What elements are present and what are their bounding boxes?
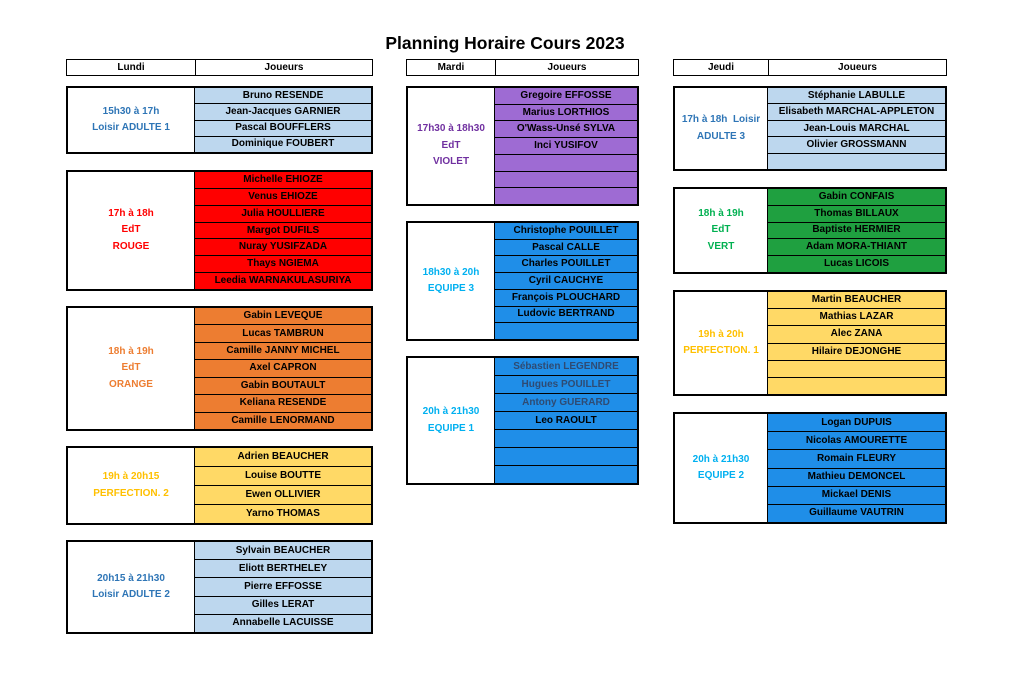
player-row: Sébastien LEGENDRE — [495, 358, 637, 376]
players-header: Joueurs — [264, 62, 304, 73]
mardi-group-equipe-3 — [406, 221, 639, 341]
empty-player-row — [495, 155, 637, 172]
player-row: Ludovic BERTRAND — [495, 307, 637, 324]
player-row: Louise BOUTTE — [195, 467, 371, 486]
player-row: Nuray YUSIFZADA — [195, 239, 371, 256]
time-slot-label: 20h15 à 21h30 — [97, 572, 165, 584]
player-row: Ewen OLLIVIER — [195, 486, 371, 505]
group-name-label: EQUIPE 2 — [697, 470, 745, 481]
time-slot-cell — [68, 308, 195, 429]
time-slot-label: 18h30 à 20h — [422, 266, 480, 278]
group-name-label: VIOLET — [432, 156, 470, 168]
player-row: Leo RAOULT — [495, 412, 637, 430]
lundi-header — [66, 59, 373, 76]
players-list — [195, 88, 371, 152]
players-list — [195, 172, 371, 289]
player-row: Pierre EFFOSSE — [195, 578, 371, 596]
day-header: Jeudi — [674, 60, 769, 75]
lundi-group-perfection-2 — [66, 446, 373, 525]
player-row: Axel CAPRON — [195, 360, 371, 377]
player-row: Marius LORTHIOS — [495, 105, 637, 122]
empty-player-row — [768, 378, 945, 394]
page-title: Planning Horaire Cours 2023 — [385, 33, 625, 53]
empty-player-row — [768, 154, 945, 169]
empty-player-row — [495, 430, 637, 448]
time-slot-cell — [675, 88, 768, 169]
lundi-group-rouge — [66, 170, 373, 291]
player-row: Elisabeth MARCHAL-APPLETON — [768, 104, 945, 120]
day-header: Lundi — [67, 60, 196, 75]
player-row: Antony GUERARD — [495, 394, 637, 412]
jeudi-group-perfection-1 — [673, 290, 947, 396]
group-type-label: EdT — [121, 362, 141, 374]
group-name-label: ORANGE — [109, 378, 153, 390]
time-slot-label: 17h à 18h — [108, 207, 154, 219]
lundi-group-loisir-adulte-2 — [66, 540, 373, 634]
player-row: Pascal BOUFFLERS — [195, 121, 371, 137]
jeudi-group-equipe-2 — [673, 412, 947, 524]
time-slot-label: 20h à 21h30 — [422, 406, 480, 417]
time-slot-label: 19h à 20h — [698, 328, 744, 340]
time-slot-label: 18h à 19h — [698, 207, 744, 219]
time-slot-label: 19h à 20h15 — [102, 471, 160, 482]
group-name-label: VERT — [707, 240, 735, 252]
player-row: Nicolas AMOURETTE — [768, 432, 945, 450]
group-name-label: ADULTE 3 — [696, 130, 746, 142]
time-slot-cell — [675, 414, 768, 522]
players-list — [195, 308, 371, 429]
time-slot-label: 17h à 18h Loisir — [681, 114, 761, 125]
group-name-label: PERFECTION. 2 — [93, 487, 169, 499]
empty-player-row — [495, 323, 637, 339]
player-row: Lucas TAMBRUN — [195, 325, 371, 342]
player-row: Julia HOULLIERE — [195, 206, 371, 223]
player-row: Guillaume VAUTRIN — [809, 507, 904, 519]
player-row: O'Wass-Unsé SYLVA — [495, 121, 637, 138]
time-slot-cell — [68, 448, 195, 523]
player-row: Adrien BEAUCHER — [195, 448, 371, 467]
player-row: Hugues POUILLET — [495, 376, 637, 394]
player-row: Yarno THOMAS — [246, 508, 320, 519]
player-row: Jean-Jacques GARNIER — [195, 104, 371, 120]
lundi-group-orange — [66, 306, 373, 431]
time-slot-cell — [68, 172, 195, 289]
jeudi-header — [673, 59, 947, 76]
jeudi-group-vert — [673, 187, 947, 274]
player-row: Margot DUFILS — [195, 223, 371, 240]
player-row: Alec ZANA — [768, 326, 945, 343]
player-row: Logan DUPUIS — [768, 414, 945, 432]
player-row: Charles POUILLET — [495, 256, 637, 273]
group-type-label: EdT — [441, 139, 461, 151]
time-slot-label: 17h30 à 18h30 — [417, 123, 485, 135]
lundi-group-loisir-adulte-1 — [66, 86, 373, 154]
group-name-label: ROUGE — [112, 240, 150, 252]
players-list — [768, 88, 945, 169]
time-slot-cell — [68, 542, 195, 632]
player-row: Mathieu DEMONCEL — [768, 469, 945, 487]
group-name-label: Loisir ADULTE 2 — [92, 589, 170, 600]
player-row: Martin BEAUCHER — [768, 292, 945, 309]
group-name-label: PERFECTION. 1 — [683, 345, 759, 356]
player-row: Camille JANNY MICHEL — [195, 343, 371, 360]
group-name-label: EQUIPE 3 — [427, 283, 475, 294]
empty-player-row — [495, 466, 637, 483]
player-row: Inci YUSIFOV — [495, 138, 637, 155]
player-row: Jean-Louis MARCHAL — [768, 121, 945, 137]
player-row: Gregoire EFFOSSE — [495, 88, 637, 105]
jeudi-group-loisir-adulte-3 — [673, 86, 947, 171]
player-row: Lucas LICOIS — [823, 258, 889, 270]
player-row: Annabelle LACUISSE — [232, 617, 334, 629]
player-row: Olivier GROSSMANN — [768, 137, 945, 153]
player-row: Bruno RESENDE — [195, 88, 371, 104]
group-name-label: Loisir ADULTE 1 — [92, 122, 170, 133]
time-slot-cell — [408, 223, 495, 339]
mardi-group-equipe-1 — [406, 356, 639, 485]
time-slot-cell — [408, 358, 495, 483]
players-header: Joueurs — [547, 62, 587, 73]
time-slot-label: 15h30 à 17h — [102, 105, 160, 117]
player-row: Gabin CONFAIS — [768, 189, 945, 206]
players-header: Joueurs — [838, 62, 877, 73]
player-row: Romain FLEURY — [768, 450, 945, 468]
mardi-group-violet — [406, 86, 639, 206]
mardi-header — [406, 59, 639, 76]
player-row: Mickael DENIS — [768, 487, 945, 505]
group-name-label: EQUIPE 1 — [427, 422, 475, 434]
players-list — [195, 448, 371, 523]
players-list — [495, 223, 637, 339]
time-slot-cell — [408, 88, 495, 204]
empty-player-row — [495, 448, 637, 466]
empty-player-row — [495, 172, 637, 189]
players-list — [768, 414, 945, 522]
time-slot-cell — [675, 292, 768, 394]
player-row: Gabin BOUTAULT — [195, 378, 371, 395]
time-slot-cell — [68, 88, 195, 152]
players-list — [768, 189, 945, 272]
empty-player-row — [768, 361, 945, 378]
time-slot-label: 20h à 21h30 — [692, 453, 750, 465]
player-row: Mathias LAZAR — [768, 309, 945, 326]
player-row: Keliana RESENDE — [195, 395, 371, 412]
player-row: François PLOUCHARD — [495, 290, 637, 307]
group-type-label: EdT — [121, 224, 141, 236]
players-list — [768, 292, 945, 394]
empty-player-row — [495, 188, 637, 204]
player-row: Pascal CALLE — [495, 240, 637, 257]
time-slot-label: 18h à 19h — [108, 345, 154, 357]
day-header: Mardi — [407, 60, 496, 75]
player-row: Christophe POUILLET — [495, 223, 637, 240]
player-row: Adam MORA-THIANT — [768, 239, 945, 256]
player-row: Dominique FOUBERT — [231, 138, 335, 150]
players-list — [195, 542, 371, 632]
player-row: Gabin LEVEQUE — [195, 308, 371, 325]
players-list — [495, 358, 637, 483]
player-row: Eliott BERTHELEY — [195, 560, 371, 578]
player-row: Thays NGIEMA — [195, 256, 371, 273]
player-row: Baptiste HERMIER — [768, 223, 945, 240]
group-type-label: EdT — [711, 224, 731, 236]
player-row: Sylvain BEAUCHER — [195, 542, 371, 560]
players-list — [495, 88, 637, 204]
player-row: Camille LENORMAND — [231, 414, 335, 426]
time-slot-cell — [675, 189, 768, 272]
player-row: Cyril CAUCHYE — [495, 273, 637, 290]
player-row: Stéphanie LABULLE — [768, 88, 945, 104]
player-row: Michelle EHIOZE — [195, 172, 371, 189]
player-row: Gilles LERAT — [195, 597, 371, 615]
player-row: Venus EHIOZE — [195, 189, 371, 206]
player-row: Hilaire DEJONGHE — [768, 344, 945, 361]
player-row: Leedia WARNAKULASURIYA — [214, 275, 352, 287]
player-row: Thomas BILLAUX — [768, 206, 945, 223]
